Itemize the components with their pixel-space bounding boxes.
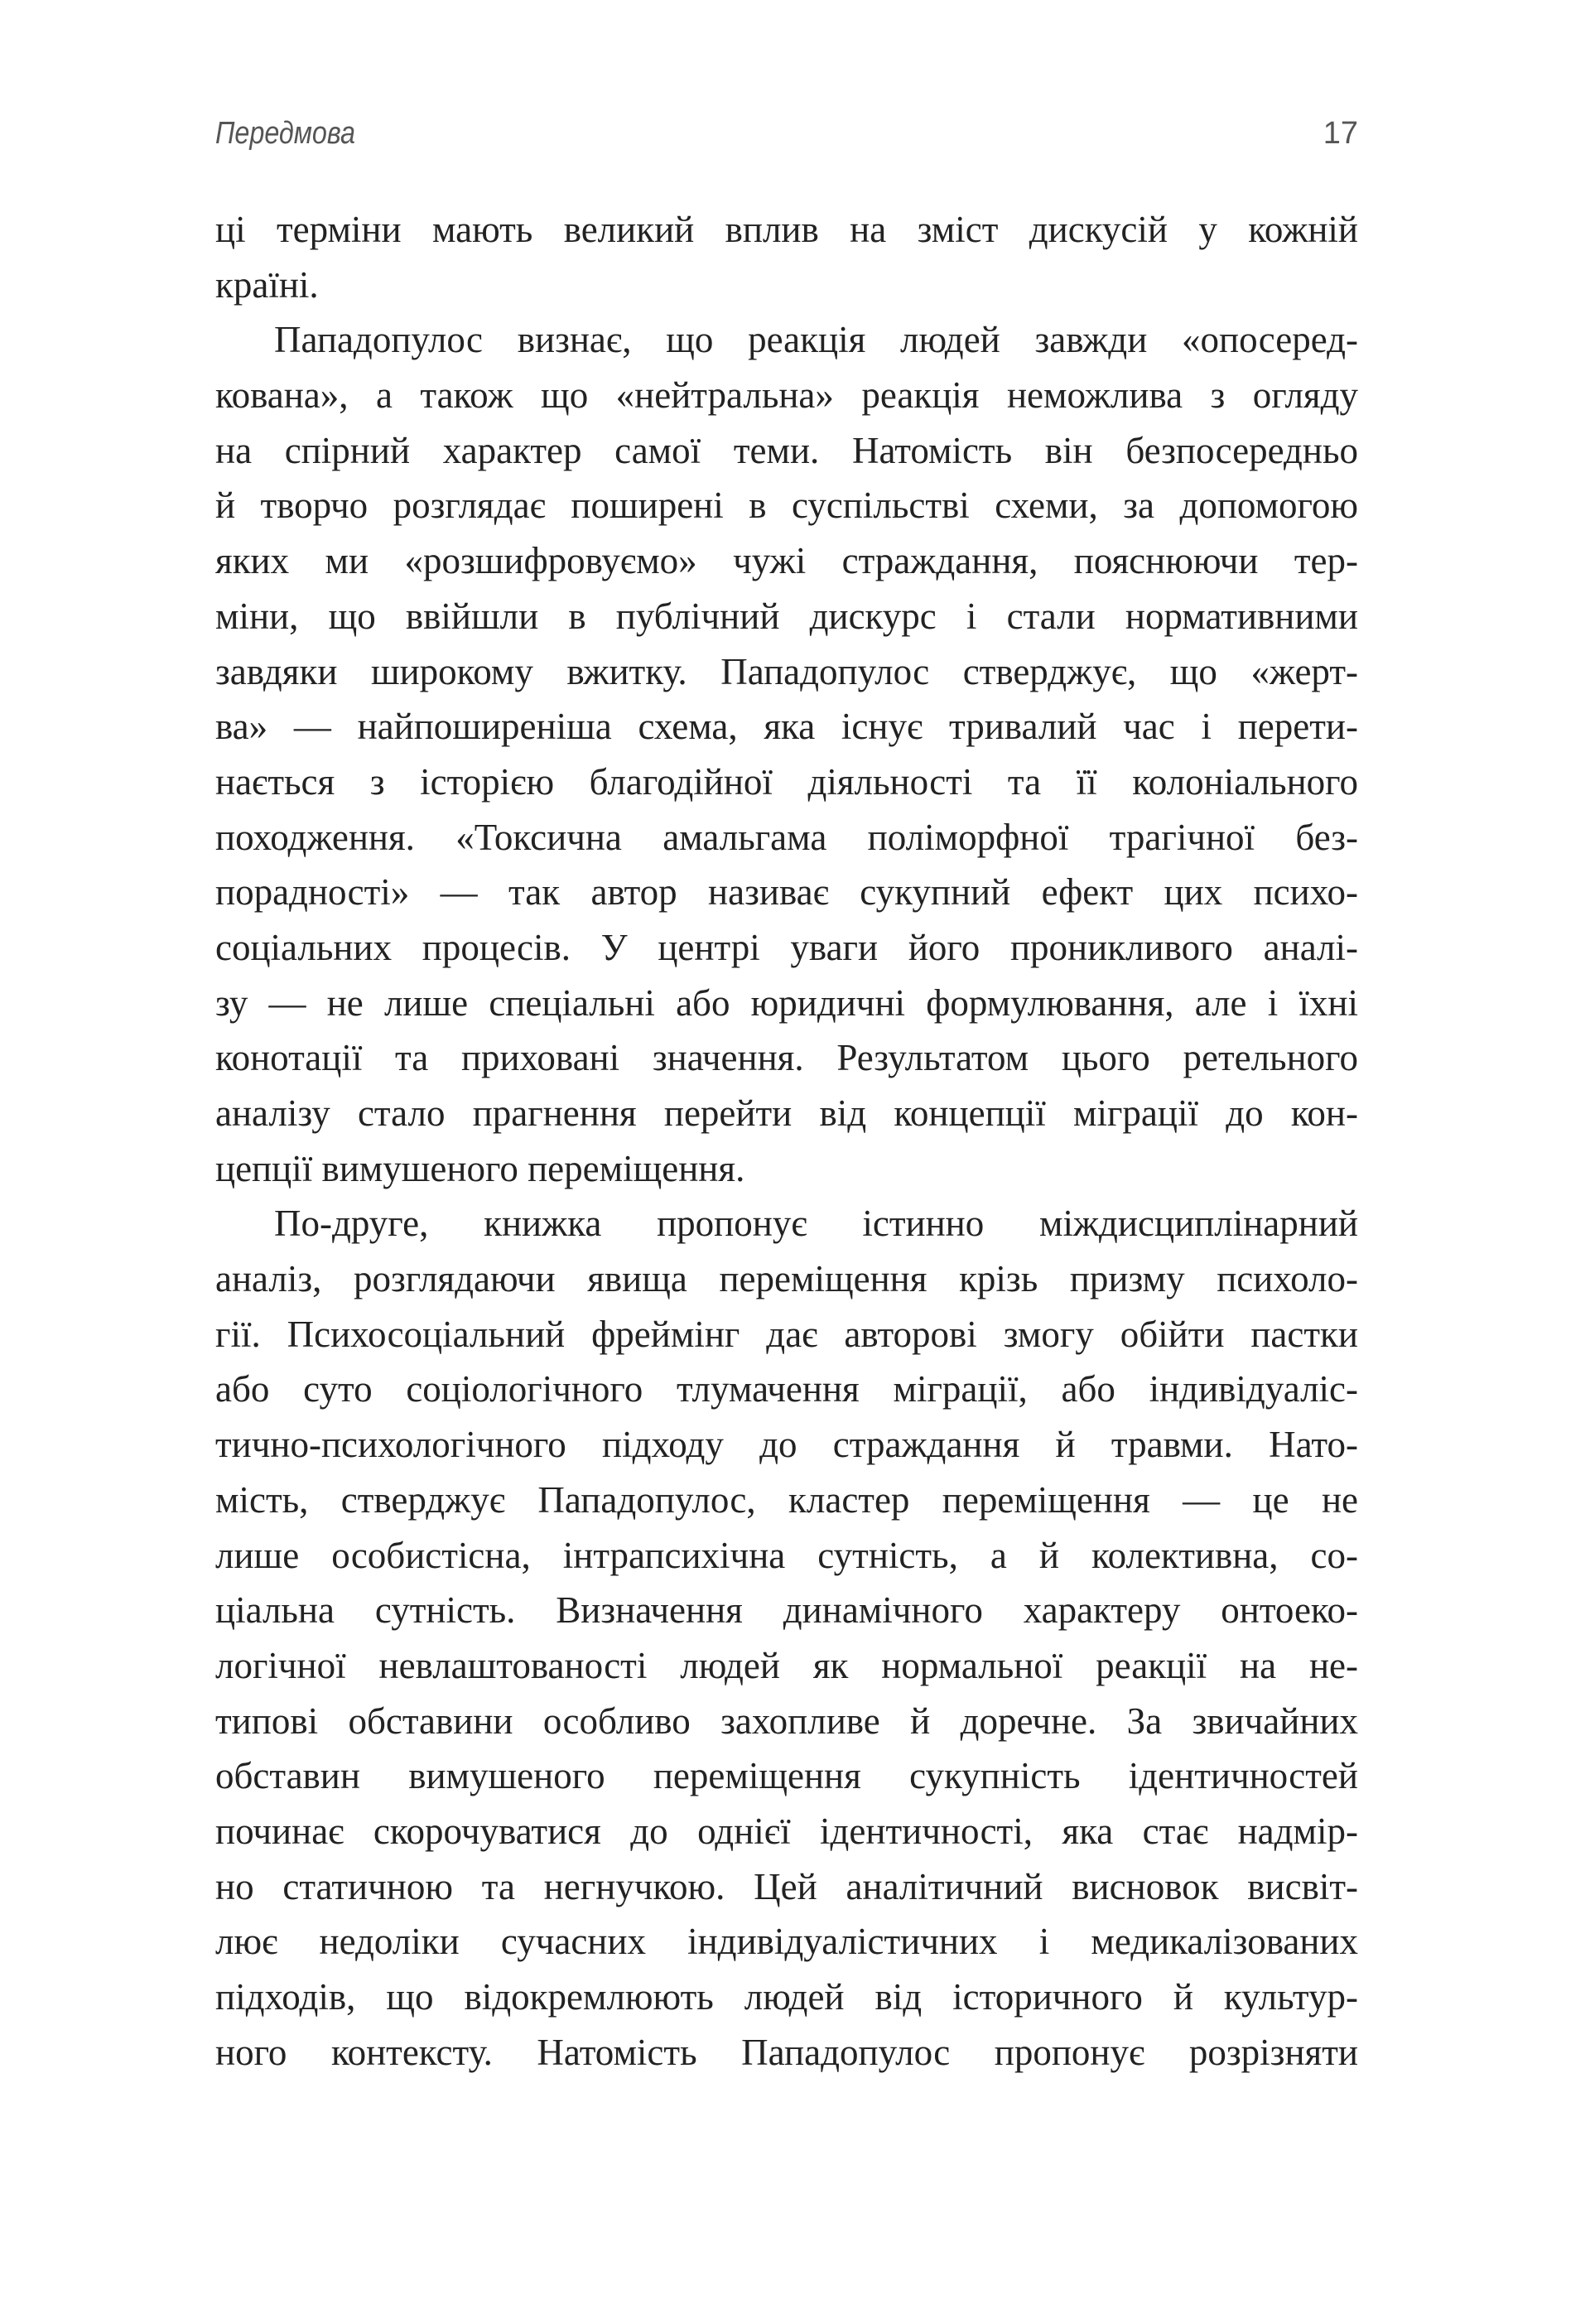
text-line: й творчо розглядає поширені в суспільстві схеми, за допомогою [215, 485, 1358, 527]
text-line: ва» — найпоширеніша схема, яка існує тривалий час і перети- [215, 706, 1358, 748]
text-line: яких ми «розшифровуємо» чужі страждання, пояснюючи тер- [215, 540, 1358, 582]
text-line: но статичною та негнучкою. Цей аналітичний висновок висвіт- [215, 1865, 1358, 1907]
paragraph [215, 1196, 1358, 2080]
text-line: аналізу стало прагнення перейти від концепції міграції до кон- [215, 1092, 1358, 1134]
text-line: починає скорочуватися до однієї ідентичності, яка стає надмір- [215, 1810, 1358, 1852]
text-line: типові обставини особливо захопливе й доречне. За звичайних [215, 1700, 1358, 1742]
text-line: лише особистісна, інтрапсихічна сутність, а й колективна, со- [215, 1534, 1358, 1576]
text-line: нається з історією благодійної діяльності та її колоніального [215, 760, 1358, 803]
section-title: Передмова [215, 116, 356, 151]
text-line: або суто соціологічного тлумачення міграції, або індивідуаліс- [215, 1368, 1358, 1410]
text-line: завдяки широкому вжитку. Пападопулос стверджує, що «жерт- [215, 650, 1358, 692]
text-line: зу — не лише спеціальні або юридичні формулювання, але і їхні [215, 981, 1358, 1024]
text-line: аналіз, розглядаючи явища переміщення крізь призму психоло- [215, 1258, 1358, 1300]
text-line: міни, що ввійшли в публічний дискурс і стали нормативними [215, 595, 1358, 637]
page-number: 17 [1323, 116, 1358, 151]
text-line: цепції вимушеного переміщення. [215, 1147, 745, 1189]
text-line: ціальна сутність. Визначення динамічного характеру онтоеко- [215, 1589, 1358, 1632]
text-line: лює недоліки сучасних індивідуалістичних і медикалізованих [215, 1921, 1358, 1963]
text-line: гії. Психосоціальний фреймінг дає авторові змогу обійти пастки [215, 1313, 1358, 1355]
paragraph [215, 312, 1358, 1196]
text-line: мість, стверджує Пападопулос, кластер переміщення — це не [215, 1478, 1358, 1521]
text-line: ці терміни мають великий вплив на зміст дискусій у кожній [215, 209, 1358, 250]
text-line: порадності» — так автор називає сукупний ефект цих психо- [215, 871, 1358, 914]
text-line: тично-психологічного підходу до страждання й травми. Нато- [215, 1424, 1358, 1466]
text-line: на спірний характер самої теми. Натомість він безпосередньо [215, 429, 1358, 471]
text-line: По-друге, книжка пропонує істинно міждисциплінарний [274, 1203, 1358, 1245]
text-line: Пападопулос визнає, що реакція людей завжди «опосеред- [274, 319, 1358, 361]
text-line: обставин вимушеного переміщення сукупність ідентичностей [215, 1755, 1358, 1797]
text-line: ного контексту. Натомість Пападопулос пропонує розрізняти [215, 2031, 1358, 2073]
text-line: кована», а також що «нейтральна» реакція неможлива з огляду [215, 374, 1358, 417]
text-line: конотації та приховані значення. Результатом цього ретельного [215, 1037, 1358, 1079]
text-line: соціальних процесів. У центрі уваги його проникливого аналі- [215, 926, 1358, 968]
page-body [215, 202, 1358, 2080]
paragraph [215, 202, 1358, 312]
text-line: логічної невлаштованості людей як нормальної реакції на не- [215, 1644, 1358, 1686]
text-line: підходів, що відокремлюють людей від історичного й культур- [215, 1976, 1358, 2018]
running-header [215, 116, 1358, 166]
text-line: країні. [215, 263, 319, 306]
text-line: походження. «Токсична амальгама поліморфної трагічної без- [215, 816, 1358, 858]
